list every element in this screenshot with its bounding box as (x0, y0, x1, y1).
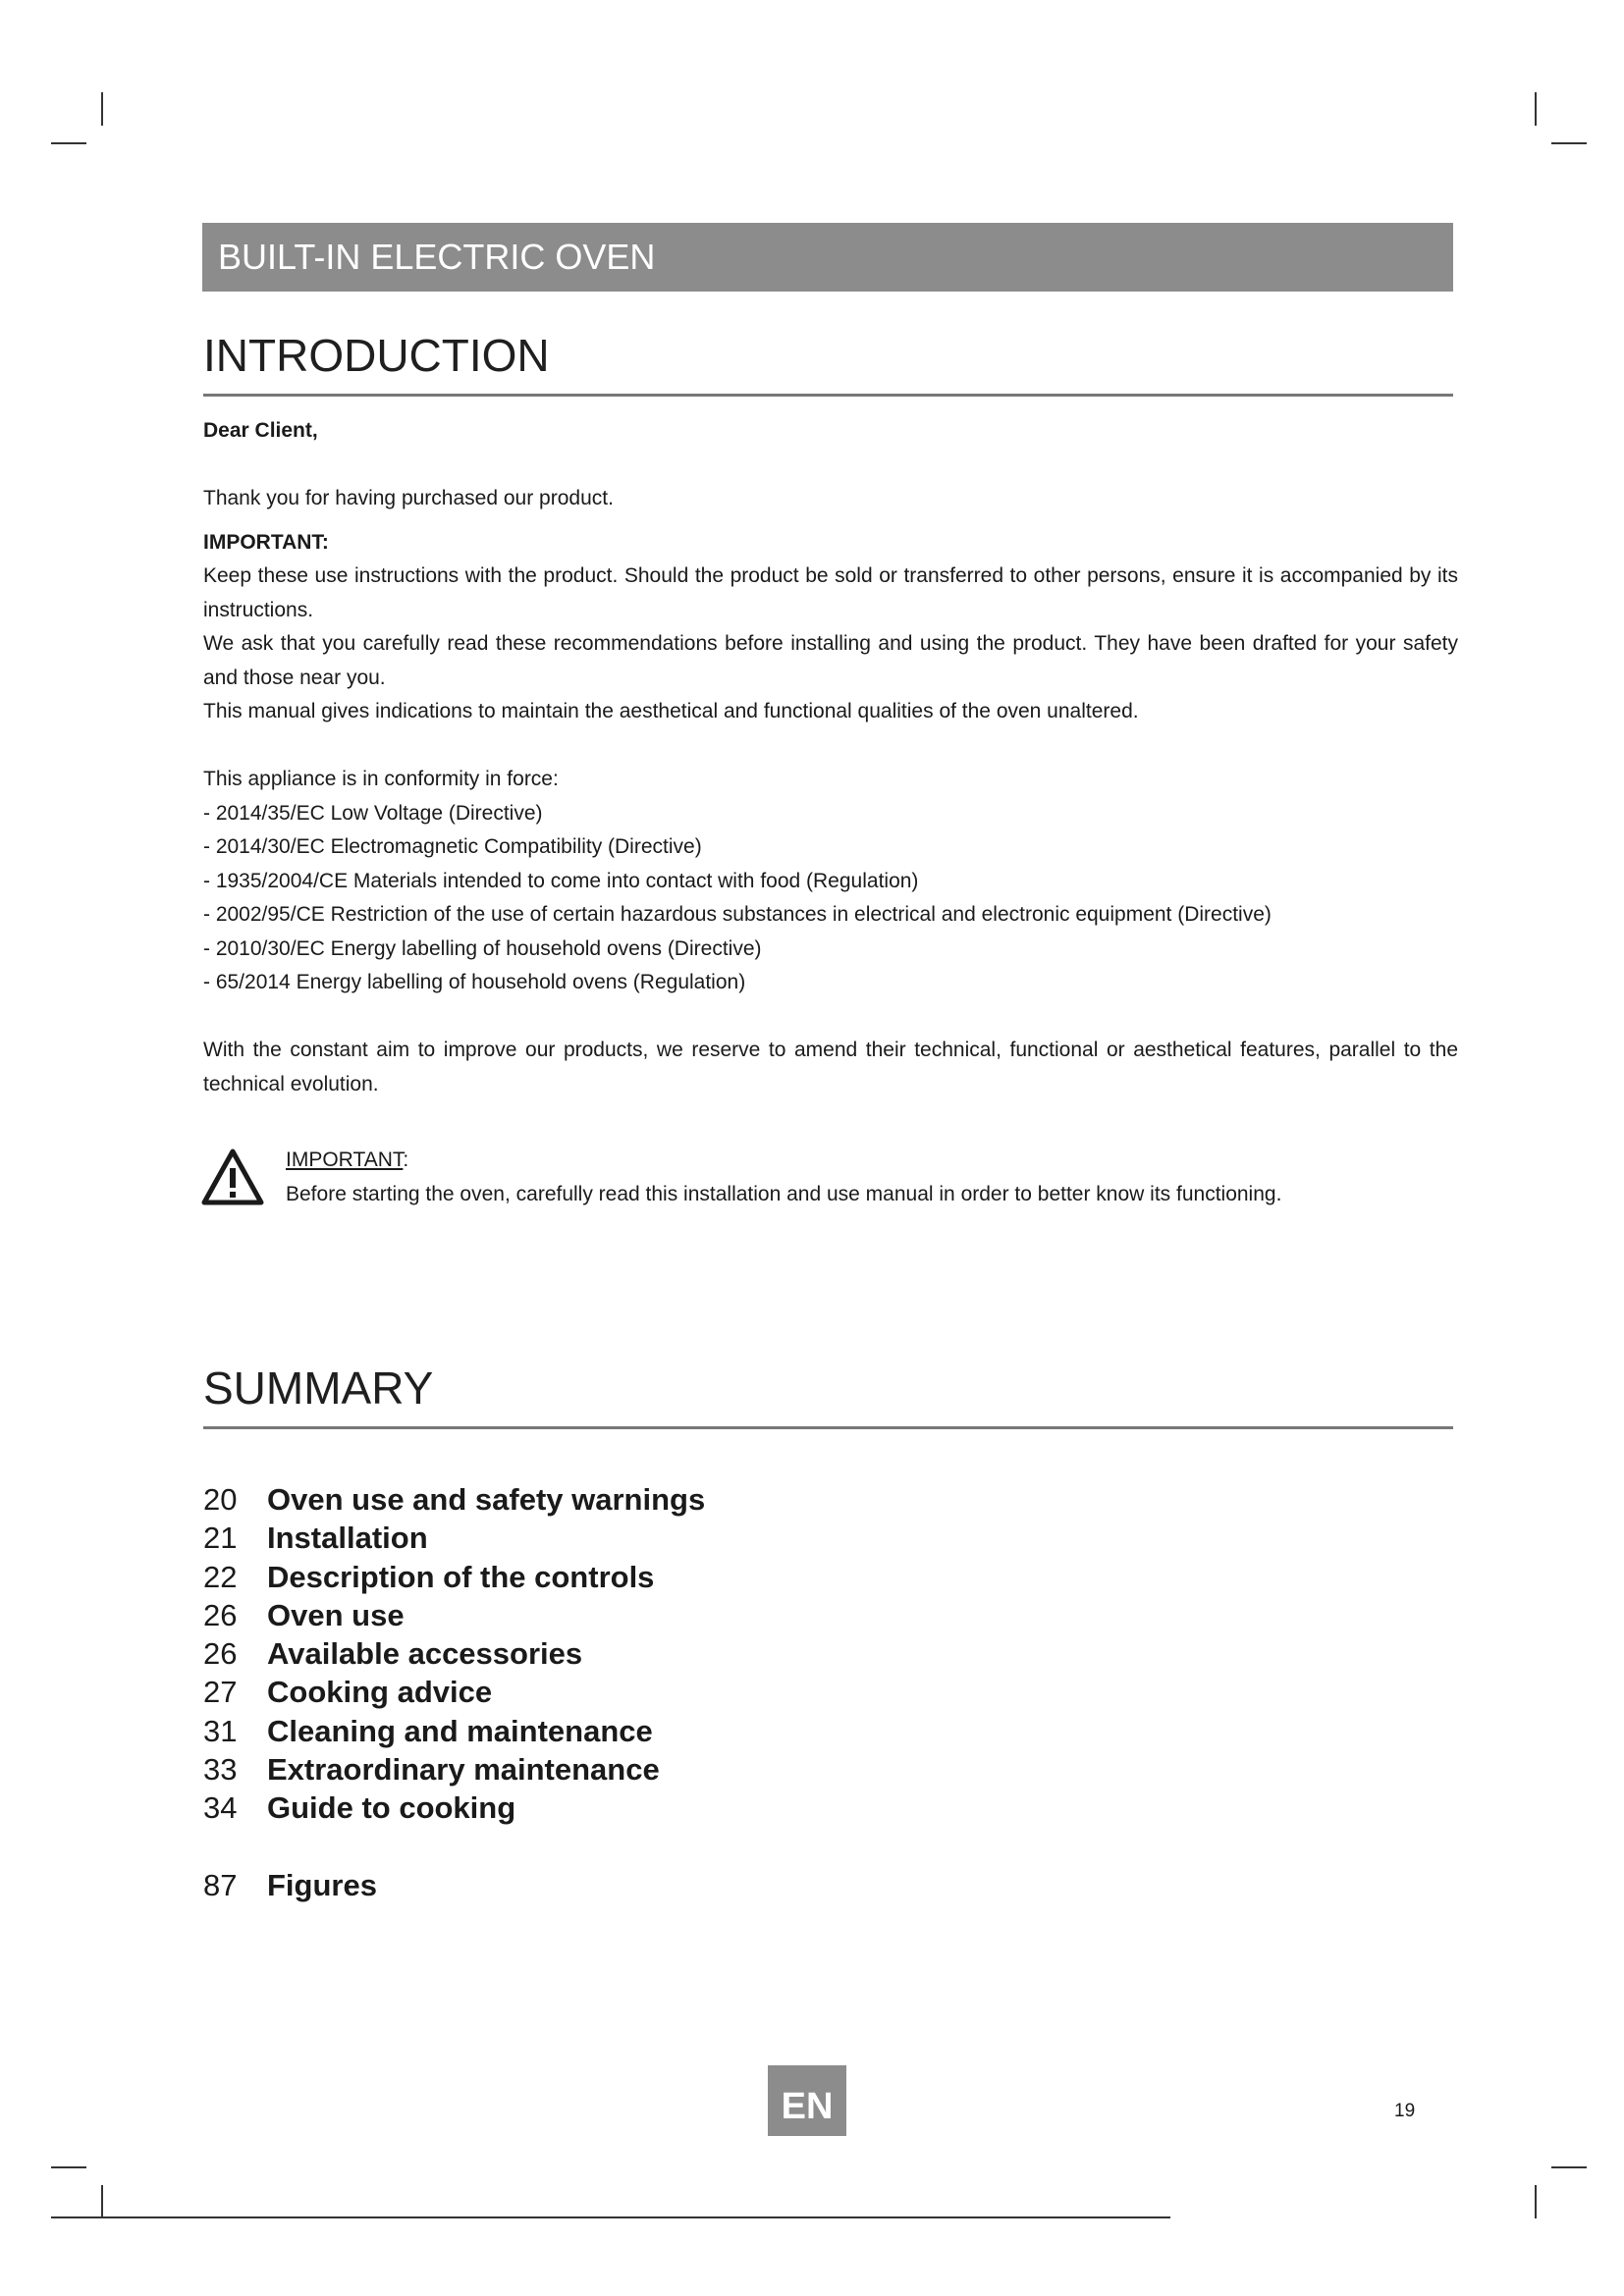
crop-mark (1551, 2166, 1587, 2168)
conformity-intro: This appliance is in conformity in force: (203, 768, 559, 790)
summary-entry[interactable] (203, 1634, 1087, 1673)
summary-label: Available accessories (267, 1636, 583, 1672)
language-tab: EN (768, 2065, 846, 2136)
summary-entry[interactable] (203, 1480, 1087, 1519)
paragraph: We ask that you carefully read these recommendations before installing and using the product. They have been drafted for your safety and those near you. (203, 632, 1458, 689)
conformity-item: - 1935/2004/CE Materials intended to come into contact with food (Regulation) (203, 869, 919, 892)
summary-page: 33 (203, 1752, 238, 1788)
summary-page: 20 (203, 1482, 238, 1517)
summary-page: 27 (203, 1675, 238, 1710)
summary-label: Oven use (267, 1597, 405, 1632)
introduction-body (203, 414, 1458, 1101)
summary-label: Figures (267, 1867, 377, 1902)
warning-colon: : (403, 1148, 409, 1171)
summary-entry[interactable] (203, 1712, 1087, 1750)
important-label: IMPORTANT: (203, 530, 329, 554)
crop-mark (101, 2185, 103, 2218)
introduction-title: INTRODUCTION (203, 330, 550, 381)
summary-entry[interactable] (203, 1750, 1087, 1789)
summary-page: 87 (203, 1867, 238, 1902)
warning-text: Before starting the oven, carefully read this installation and use manual in order to better know its functioning. (286, 1182, 1282, 1205)
thanks-text: Thank you for having purchased our product. (203, 487, 614, 509)
greeting: Dear Client, (203, 419, 318, 442)
summary-label: Oven use and safety warnings (267, 1482, 706, 1517)
summary-label: Description of the controls (267, 1559, 655, 1594)
summary-label: Cleaning and maintenance (267, 1713, 653, 1748)
warning-triangle-icon (201, 1148, 264, 1205)
title-divider (203, 394, 1453, 397)
crop-mark (1551, 142, 1587, 144)
summary-list (203, 1480, 1087, 1904)
title-divider (203, 1426, 1453, 1429)
conformity-item: - 2010/30/EC Energy labelling of household ovens (Directive) (203, 936, 762, 960)
summary-title: SUMMARY (203, 1362, 434, 1414)
warning-block (286, 1144, 1454, 1211)
crop-mark (1535, 92, 1537, 126)
conformity-item: - 2002/95/CE Restriction of the use of certain hazardous substances in electrical and electronic equipment (Directive) (203, 903, 1272, 926)
summary-page: 21 (203, 1521, 238, 1556)
conformity-item: - 65/2014 Energy labelling of household ovens (Regulation) (203, 971, 746, 993)
section-banner: BUILT-IN ELECTRIC OVEN (202, 223, 1453, 292)
trim-line (51, 2216, 1170, 2218)
summary-label: Extraordinary maintenance (267, 1752, 660, 1788)
summary-entry-figures[interactable] (203, 1866, 1087, 1904)
summary-page: 31 (203, 1713, 238, 1748)
conformity-item: - 2014/30/EC Electromagnetic Compatibility (Directive) (203, 835, 702, 858)
summary-label: Installation (267, 1521, 428, 1556)
page-number: 19 (1394, 2101, 1416, 2121)
summary-page: 22 (203, 1559, 238, 1594)
summary-entry[interactable] (203, 1596, 1087, 1634)
warning-label: IMPORTANT (286, 1148, 404, 1171)
crop-mark (101, 92, 103, 126)
crop-mark (1535, 2185, 1537, 2218)
summary-label: Guide to cooking (267, 1790, 516, 1826)
conformity-item: - 2014/35/EC Low Voltage (Directive) (203, 801, 543, 825)
summary-entry[interactable] (203, 1789, 1087, 1827)
paragraph: Keep these use instructions with the product. Should the product be sold or transferred to other persons, ensure it is accompanied by its instructions. (203, 564, 1458, 621)
improvement-note: With the constant aim to improve our products, we reserve to amend their technical, functional or aesthetical features, parallel to the technical evolution. (203, 1039, 1458, 1095)
paragraph: This manual gives indications to maintain the aesthetical and functional qualities of the oven unaltered. (203, 700, 1139, 722)
summary-entry[interactable] (203, 1519, 1087, 1557)
summary-label: Cooking advice (267, 1675, 493, 1710)
summary-entry[interactable] (203, 1558, 1087, 1596)
summary-page: 26 (203, 1597, 238, 1632)
summary-page: 34 (203, 1790, 238, 1826)
crop-mark (51, 2166, 86, 2168)
summary-entry[interactable] (203, 1673, 1087, 1711)
summary-page: 26 (203, 1636, 238, 1672)
crop-mark (51, 142, 86, 144)
